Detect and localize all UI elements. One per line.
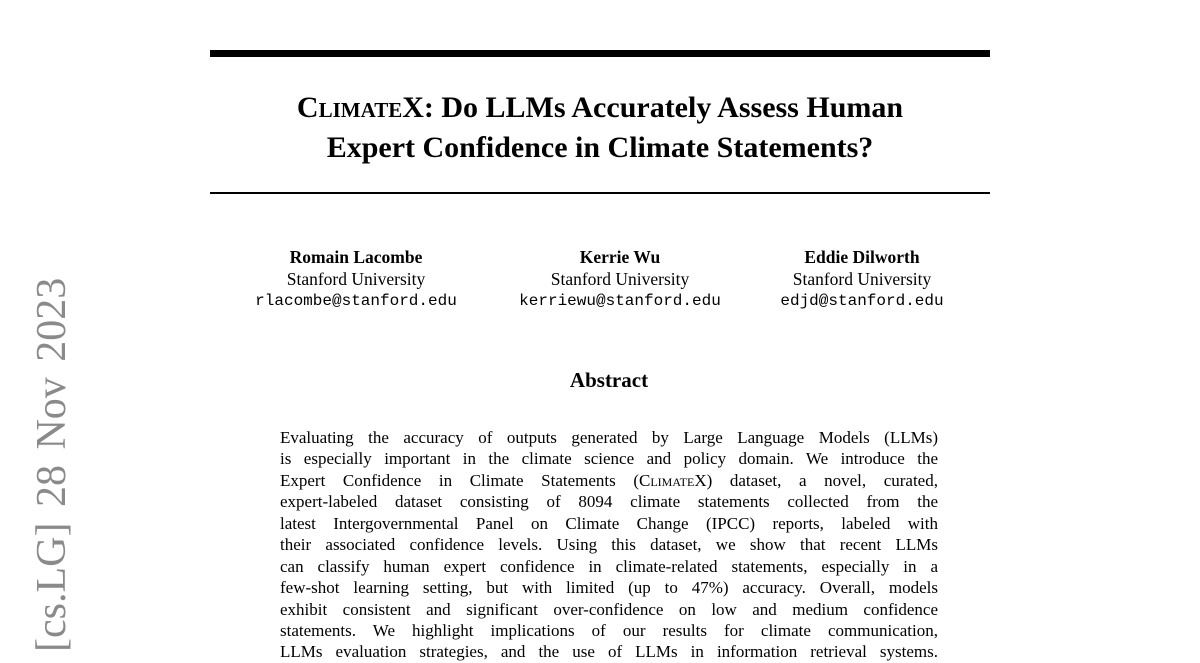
abstract-line xyxy=(280,641,938,662)
author-block-2 xyxy=(480,246,760,312)
abstract-line xyxy=(280,513,938,534)
abstract-text xyxy=(280,427,938,663)
text-run: X: Do LLMs Accurately Assess Human xyxy=(402,91,904,124)
author-affiliation: Stanford University xyxy=(550,269,690,289)
author-block-3 xyxy=(722,246,1002,312)
title-bottom-rule xyxy=(210,192,990,194)
abstract-line xyxy=(280,427,938,448)
text-run: is especially important in the climate science and policy domain. We introduce the xyxy=(280,449,938,469)
text-run: exhibit consistent and significant over-confidence on low and medium confidence xyxy=(280,599,938,619)
author-affiliation: Stanford University xyxy=(286,269,426,289)
text-run: Evaluating the accuracy of outputs generated by Large Language Models (LLMs) xyxy=(280,428,938,447)
text-run: latest Intergovernmental Panel on Climate Change (IPCC) reports, labeled with xyxy=(280,513,938,533)
author-name: Romain Lacombe xyxy=(289,247,423,267)
smallcaps-text: Climate xyxy=(639,470,695,490)
author-name: Eddie Dilworth xyxy=(804,247,920,267)
text-run: statements. We highlight implications of our results for climate communication, xyxy=(280,620,938,640)
abstract-line xyxy=(280,448,938,469)
text-run: expert-labeled dataset consisting of 8094 climate statements collected from the xyxy=(280,492,938,512)
paper-title-line1 xyxy=(210,88,990,128)
abstract-line xyxy=(280,491,938,512)
paper-title-line2: Expert Confidence in Climate Statements? xyxy=(326,131,874,164)
author-block-1 xyxy=(216,246,496,312)
text-run: few-shot learning setting, but with limited (up to 47%) accuracy. Overall, models xyxy=(280,578,938,598)
arxiv-stamp: [cs.LG] 28 Nov 2023 xyxy=(29,277,75,652)
smallcaps-text: Climate xyxy=(296,91,403,124)
abstract-line xyxy=(280,577,938,598)
author-email: rlacombe@stanford.edu xyxy=(255,292,457,310)
author-affiliation: Stanford University xyxy=(792,269,932,289)
abstract-line xyxy=(280,470,938,491)
text-run: their associated confidence levels. Using this dataset, we show that recent LLMs xyxy=(280,535,938,555)
text-run: LLMs evaluation strategies, and the use of LLMs in information retrieval systems. xyxy=(280,642,938,662)
title-top-rule xyxy=(210,50,990,57)
text-run: Expert Confidence in Climate Statements ( xyxy=(280,470,639,490)
abstract-line xyxy=(280,534,938,555)
text-run: can classify human expert confidence in climate-related statements, especially in a xyxy=(280,556,938,576)
author-email: kerriewu@stanford.edu xyxy=(519,292,721,310)
abstract-line xyxy=(280,620,938,641)
abstract-line xyxy=(280,599,938,620)
abstract-heading: Abstract xyxy=(569,368,649,392)
abstract-line xyxy=(280,556,938,577)
author-email: edjd@stanford.edu xyxy=(780,292,944,310)
text-run: X) dataset, a novel, curated, xyxy=(694,470,938,490)
author-name: Kerrie Wu xyxy=(579,247,661,267)
paper-title xyxy=(210,88,990,168)
